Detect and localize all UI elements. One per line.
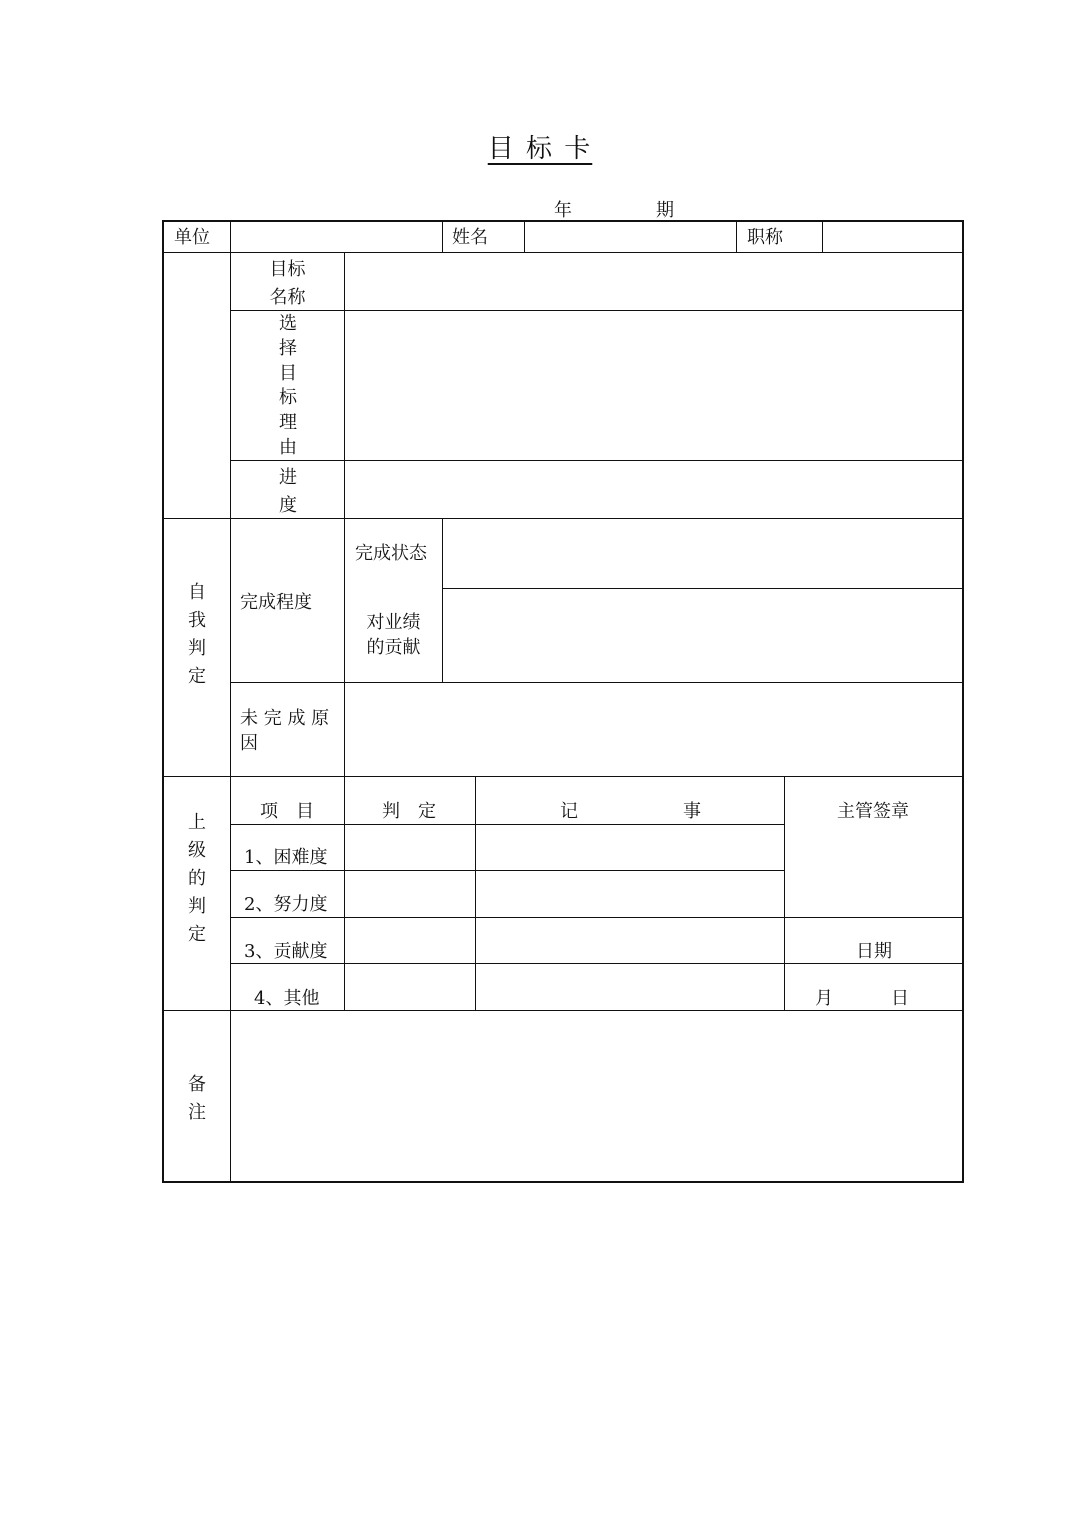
unit-field[interactable] [231, 222, 442, 252]
contribution-label: 对业绩 的贡献 [366, 612, 421, 658]
goal-card-table [162, 220, 964, 1183]
row-other: 4、其他 [254, 988, 320, 1009]
year-label: 年 [554, 200, 572, 221]
goal-reason-field[interactable] [345, 311, 962, 460]
completion-status-label: 完成状态 [355, 543, 427, 564]
year-blank[interactable] [478, 201, 554, 222]
notes-field-4[interactable] [476, 964, 784, 1010]
goal-name-label: 目标 名称 [269, 259, 306, 308]
progress-field[interactable] [345, 461, 962, 518]
row-difficulty: 1、困难度 [244, 847, 328, 868]
col-signature-header: 主管签章 [837, 801, 909, 822]
row-effort: 2、努力度 [244, 894, 328, 915]
term-blank[interactable] [572, 201, 656, 222]
col-notes-header-1: 记 [560, 801, 578, 822]
completion-degree-label: 完成程度 [240, 592, 312, 613]
col-notes-header-2: 事 [683, 801, 701, 822]
self-assessment-label: 自 我 判 定 [188, 582, 206, 687]
incomplete-reason-field[interactable] [345, 683, 962, 776]
term-label: 期 [656, 200, 674, 221]
completion-status-field[interactable] [443, 519, 962, 588]
form-title: 目 标 卡 [487, 134, 593, 164]
judgement-field-3[interactable] [345, 918, 475, 963]
unit-label: 单位 [174, 227, 210, 248]
period-line [478, 196, 674, 222]
position-label: 职称 [747, 227, 783, 248]
signature-field[interactable] [785, 825, 962, 917]
judgement-field-1[interactable] [345, 825, 475, 870]
notes-field-2[interactable] [476, 871, 784, 917]
remarks-label: 备 注 [188, 1074, 206, 1123]
remarks-field[interactable] [231, 1011, 962, 1181]
position-field[interactable] [823, 222, 962, 252]
day-label: 日 [891, 988, 909, 1009]
row-contribution: 3、贡献度 [244, 941, 328, 962]
incomplete-reason-label: 未 完 成 原 因 [240, 708, 330, 754]
supervisor-judgement-label: 上 级 的 判 定 [188, 812, 206, 945]
judgement-field-4[interactable] [345, 964, 475, 1010]
notes-field-1[interactable] [476, 825, 784, 870]
contribution-field[interactable] [443, 589, 962, 682]
date-label: 日期 [856, 941, 892, 962]
goal-reason-label: 选 择 目 标 理 由 [279, 313, 297, 458]
name-field[interactable] [525, 222, 736, 252]
judgement-field-2[interactable] [345, 871, 475, 917]
goal-name-field[interactable] [345, 253, 962, 310]
name-label: 姓名 [452, 227, 488, 248]
notes-field-3[interactable] [476, 918, 784, 963]
progress-label: 进 度 [279, 467, 297, 516]
col-judgement-header: 判 定 [382, 801, 436, 822]
month-label: 月 [815, 988, 833, 1009]
col-item-header: 项 目 [260, 801, 314, 822]
